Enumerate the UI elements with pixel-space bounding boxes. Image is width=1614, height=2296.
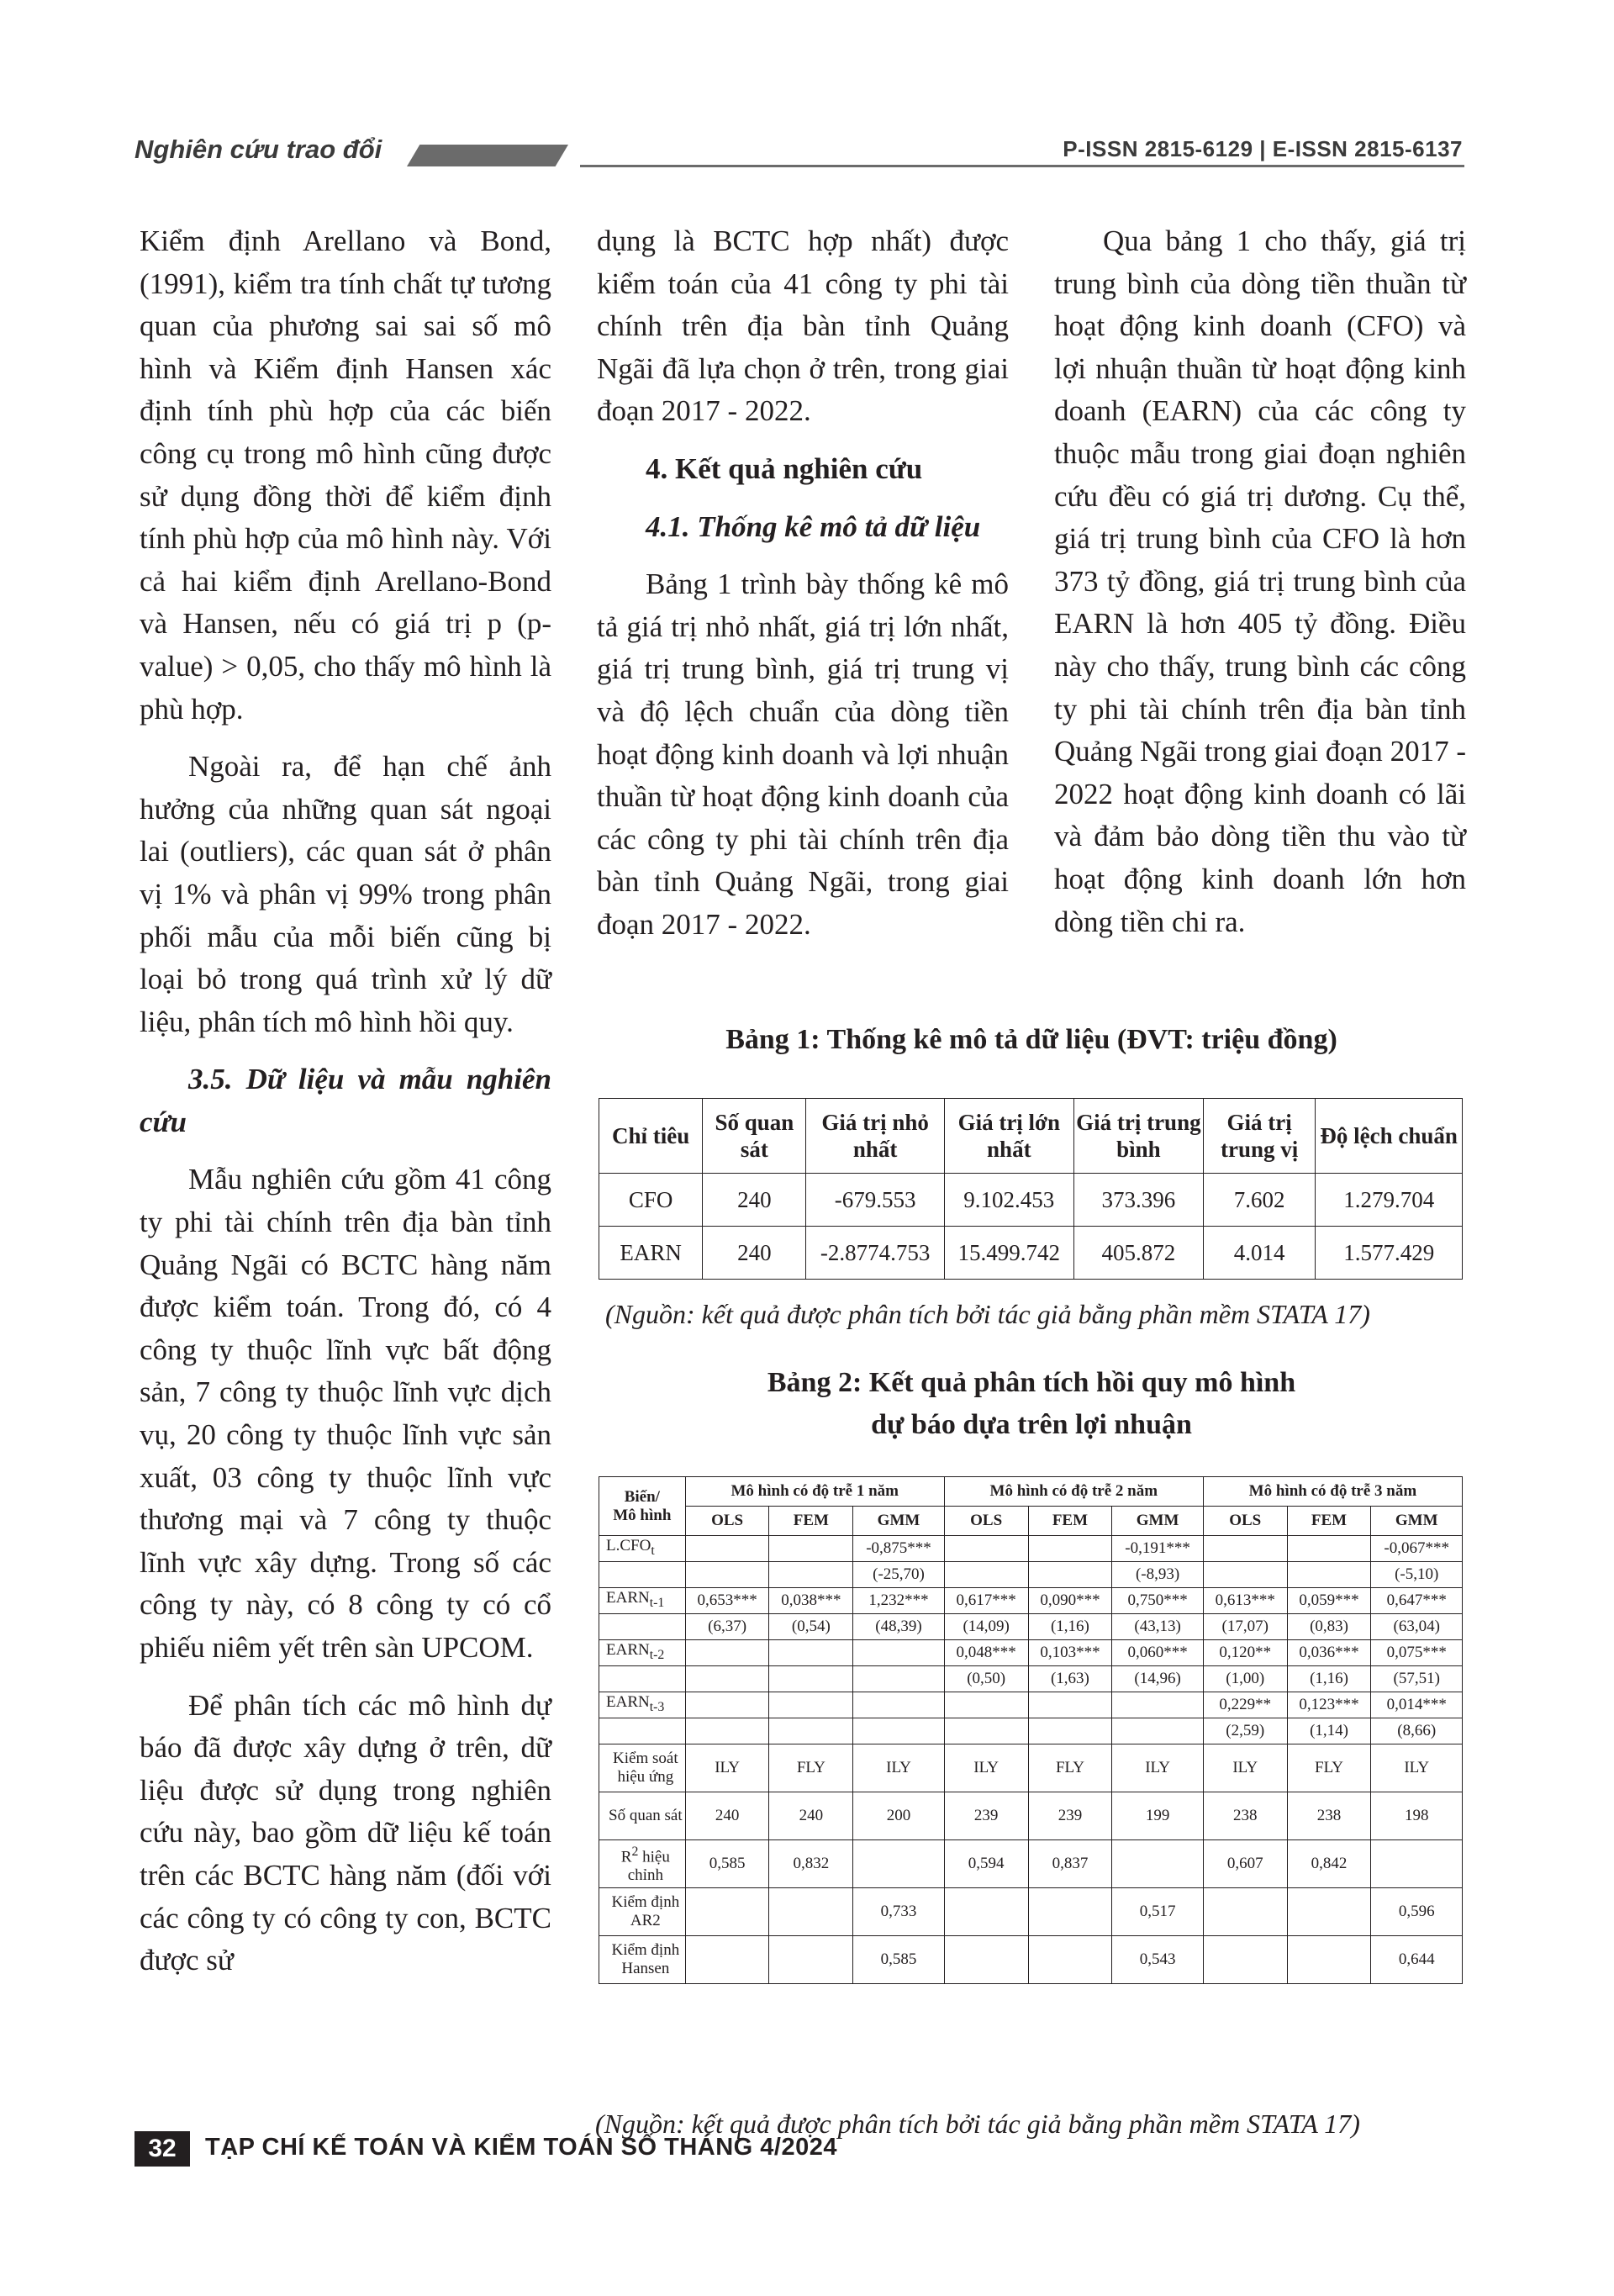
- row-label-text: L.CFO: [606, 1537, 651, 1555]
- table-cell: [685, 1692, 769, 1718]
- paragraph: Để phân tích các mô hình dự báo đã được xây dựng ở trên, dữ liệu được sử dụng trong nghiên cứu này, bao gồm dữ liệu kế toán trên các BCTC hàng năm (đối với các công ty có công ty con, BCTC được sử: [140, 1688, 551, 1977]
- table-cell: (14,09): [944, 1614, 1028, 1640]
- table-cell: 373.396: [1073, 1174, 1203, 1227]
- row-label-text: t-2: [649, 1647, 665, 1662]
- table-cell: 0,842: [1287, 1840, 1371, 1888]
- table-cell: [853, 1692, 945, 1718]
- table-cell: [769, 1888, 853, 1936]
- column-header: Giá trị trung bình: [1073, 1099, 1203, 1174]
- table-cell: 0,103***: [1028, 1640, 1112, 1666]
- table-2-source: (Nguồn: kết quả được phân tích bởi tác giả bằng phần mềm STATA 17): [595, 2109, 1360, 2139]
- table-cell: ILY: [685, 1744, 769, 1792]
- table-cell: (-5,10): [1371, 1562, 1463, 1588]
- table-cell: 4.014: [1203, 1227, 1316, 1280]
- column-subheader: OLS: [685, 1507, 769, 1536]
- table-cell: 240: [685, 1792, 769, 1840]
- table-cell: [769, 1536, 853, 1562]
- table-cell: (57,51): [1371, 1666, 1463, 1692]
- table-cell: [1287, 1536, 1371, 1562]
- table-row: [599, 1174, 1463, 1227]
- page-number: 32: [134, 2131, 190, 2167]
- table-cell: FLY: [769, 1744, 853, 1792]
- column-subheader: FEM: [769, 1507, 853, 1536]
- table-cell: [1287, 1562, 1371, 1588]
- table-cell: (8,66): [1371, 1718, 1463, 1744]
- table-cell: [944, 1888, 1028, 1936]
- table-cell: 0,036***: [1287, 1640, 1371, 1666]
- paragraph: Qua bảng 1 cho thấy, giá trị trung bình của dòng tiền thuần từ hoạt động kinh doanh (CFO) và lợi nhuận thuần từ hoạt động kinh doanh (EARN) của các công ty thuộc mẫu trong giai đoạn nghiên cứu đều có giá trị dương. Cụ thể, giá trị trung bình của CFO là hơn 373 tỷ đồng, giá trị trung bình của EARN là hơn 405 tỷ đồng. Điều này cho thấy, trung bình các công ty phi tài chính trên địa bàn tỉnh Quảng Ngãi trong giai đoạn 2017 - 2022 hoạt động kinh doanh có lãi và đảm bảo dòng tiền thu vào từ hoạt động kinh doanh lớn hơn dòng tiền chi ra.: [1054, 224, 1466, 938]
- table-cell: 240: [703, 1174, 806, 1227]
- row-label-text: Số quan sát: [609, 1807, 683, 1824]
- table-cell: ILY: [853, 1744, 945, 1792]
- table-cell: 0,090***: [1028, 1588, 1112, 1614]
- table-cell: 0,543: [1112, 1936, 1204, 1984]
- table-cell: [769, 1692, 853, 1718]
- table-cell: 0,837: [1028, 1840, 1112, 1888]
- table-cell: [944, 1936, 1028, 1984]
- table-cell: (-25,70): [853, 1562, 945, 1588]
- table-2-title-line: dự báo dựa trên lợi nhuận: [871, 1409, 1192, 1440]
- row-label-text: t: [651, 1543, 655, 1558]
- section-heading: 4. Kết quả nghiên cứu: [646, 451, 923, 485]
- table-cell: [1203, 1936, 1287, 1984]
- table-cell: 0,653***: [685, 1588, 769, 1614]
- table-cell: (6,37): [685, 1614, 769, 1640]
- table-cell: 198: [1371, 1792, 1463, 1840]
- issn-label: P-ISSN 2815-6129 | E-ISSN 2815-6137: [1063, 136, 1463, 161]
- row-label: [599, 1614, 686, 1640]
- table-row: [599, 1562, 1463, 1588]
- table-cell: [1203, 1536, 1287, 1562]
- table-2-title-line: Bảng 2: Kết quả phân tích hồi quy mô hình: [767, 1367, 1296, 1398]
- row-label-text: t-3: [649, 1699, 665, 1714]
- row-label-text: hiệu chỉnh: [627, 1848, 670, 1885]
- table-cell: 0,059***: [1287, 1588, 1371, 1614]
- row-label-text: t-1: [649, 1595, 665, 1610]
- table-cell: 9.102.453: [944, 1174, 1073, 1227]
- table-cell: [1287, 1888, 1371, 1936]
- table-cell: 240: [703, 1227, 806, 1280]
- table-cell: [685, 1536, 769, 1562]
- table-row: [599, 1227, 1463, 1280]
- table-cell: (1,00): [1203, 1666, 1287, 1692]
- table-cell: 0,613***: [1203, 1588, 1287, 1614]
- table-cell: 0,585: [685, 1840, 769, 1888]
- paragraph: Mẫu nghiên cứu gồm 41 công ty phi tài chính trên địa bàn tỉnh Quảng Ngãi có BCTC hàng năm được kiểm toán. Trong đó, có 4 công ty thuộc lĩnh vực bất động sản, 7 công ty thuộc lĩnh vực dịch vụ, 20 công ty thuộc lĩnh vực sản xuất, 03 công ty thuộc lĩnh vực thương mại và 7 công ty thuộc lĩnh vực xây dựng. Trong số các công ty này, có 8 công ty có cổ phiếu niêm yết trên sàn UPCOM.: [140, 1163, 551, 1664]
- column-group-header: Mô hình có độ trễ 1 năm: [685, 1477, 944, 1507]
- table-cell: 15.499.742: [944, 1227, 1073, 1280]
- table-row: [599, 1888, 1463, 1936]
- row-label: [599, 1792, 686, 1840]
- table-row: [599, 1588, 1463, 1614]
- journal-name: TẠP CHÍ KẾ TOÁN VÀ KIỂM TOÁN SỐ THÁNG 4/2024: [205, 2134, 837, 2161]
- row-label: [599, 1588, 686, 1614]
- table-cell: FLY: [1287, 1744, 1371, 1792]
- table-cell: (2,59): [1203, 1718, 1287, 1744]
- table-cell: 0,585: [853, 1936, 945, 1984]
- table-cell: ILY: [1112, 1744, 1204, 1792]
- table-1-title: Bảng 1: Thống kê mô tả dữ liệu (ĐVT: triệu đồng): [725, 1024, 1337, 1055]
- table-cell: 0,594: [944, 1840, 1028, 1888]
- table-subheader-row: [599, 1507, 1463, 1536]
- table-cell: [944, 1536, 1028, 1562]
- table-cell: 0,038***: [769, 1588, 853, 1614]
- table-cell: 1,232***: [853, 1588, 945, 1614]
- row-label: [599, 1888, 686, 1936]
- row-label: [599, 1666, 686, 1692]
- column-subheader: GMM: [1112, 1507, 1204, 1536]
- row-label-text: Kiểm định AR2: [611, 1893, 680, 1929]
- row-label: [599, 1562, 686, 1588]
- row-label: [599, 1840, 686, 1888]
- table-cell: [1028, 1562, 1112, 1588]
- paragraph: Kiểm định Arellano và Bond, (1991), kiểm tra tính chất tự tương quan của phương sai sai số mô hình và Kiểm định Hansen xác định tính phù hợp của các biến công cụ trong mô hình cũng được sử dụng đồng thời để kiểm định tính phù hợp của mô hình này. Với cả hai kiểm định Arellano-Bond và Hansen, nếu có giá trị p (p-value) > 0,05, cho thấy mô hình là phù hợp.: [140, 224, 551, 726]
- table-cell: [1203, 1888, 1287, 1936]
- table-cell: -0,191***: [1112, 1536, 1204, 1562]
- table-cell: [1203, 1562, 1287, 1588]
- column-1: [140, 220, 551, 1982]
- column-subheader: OLS: [944, 1507, 1028, 1536]
- table-cell: [853, 1666, 945, 1692]
- table-cell: [1028, 1936, 1112, 1984]
- table-cell: [769, 1640, 853, 1666]
- table-cell: (43,13): [1112, 1614, 1204, 1640]
- table-cell: [853, 1718, 945, 1744]
- table-cell: 238: [1287, 1792, 1371, 1840]
- row-label: [599, 1718, 686, 1744]
- table-cell: (1,14): [1287, 1718, 1371, 1744]
- table-row: [599, 1840, 1463, 1888]
- table-row: [599, 1536, 1463, 1562]
- table-cell: (0,54): [769, 1614, 853, 1640]
- table-cell: -679.553: [806, 1174, 944, 1227]
- table-header-row: [599, 1477, 1463, 1507]
- table-header-row: [599, 1099, 1463, 1174]
- paragraph: Ngoài ra, để hạn chế ảnh hưởng của những quan sát ngoại lai (outliers), các quan sát ở phân vị 1% và phân vị 99% trong phân phối mẫu của mỗi biến cũng bị loại bỏ trong quá trình xử lý dữ liệu, phân tích mô hình hồi quy.: [140, 750, 551, 1038]
- table-cell: 0,060***: [1112, 1640, 1204, 1666]
- section-heading: 3.5. Dữ liệu và mẫu nghiên cứu: [140, 1063, 551, 1138]
- table-cell: 0,014***: [1371, 1692, 1463, 1718]
- table-cell: [1028, 1888, 1112, 1936]
- row-label-text: R: [620, 1848, 632, 1866]
- header-text: Biến/: [624, 1487, 660, 1506]
- table-cell: [685, 1936, 769, 1984]
- table-cell: -2.8774.753: [806, 1227, 944, 1280]
- row-label-text: EARN: [606, 1641, 650, 1660]
- table-cell: [1371, 1840, 1463, 1888]
- table-cell: 199: [1112, 1792, 1204, 1840]
- table-1-source: (Nguồn: kết quả được phân tích bởi tác giả bằng phần mềm STATA 17): [605, 1299, 1370, 1329]
- header-decoration-bar: [407, 145, 568, 166]
- table-cell: [769, 1666, 853, 1692]
- table-cell: (-8,93): [1112, 1562, 1204, 1588]
- row-label-text: EARN: [606, 1589, 650, 1607]
- table-cell: 0,517: [1112, 1888, 1204, 1936]
- subsection-heading: 4.1. Thống kê mô tả dữ liệu: [646, 509, 981, 543]
- row-label: [599, 1640, 686, 1666]
- table-cell: 0,229**: [1203, 1692, 1287, 1718]
- table-cell: 238: [1203, 1792, 1287, 1840]
- table-cell: (1,16): [1287, 1666, 1371, 1692]
- table-cell: [853, 1840, 945, 1888]
- paragraph: dụng là BCTC hợp nhất) được kiểm toán của 41 công ty phi tài chính trên địa bàn tỉnh Quảng Ngãi đã lựa chọn ở trên, trong giai đoạn 2017 - 2022.: [597, 224, 1009, 428]
- table-cell: [685, 1718, 769, 1744]
- column-subheader: GMM: [853, 1507, 945, 1536]
- table-cell: 239: [1028, 1792, 1112, 1840]
- table-2-title: [597, 1362, 1466, 1446]
- table-cell: 0,048***: [944, 1640, 1028, 1666]
- table-cell: -0,875***: [853, 1536, 945, 1562]
- table-cell: 0,832: [769, 1840, 853, 1888]
- table-cell: [1112, 1718, 1204, 1744]
- table-cell: [1028, 1536, 1112, 1562]
- table-cell: 0,120**: [1203, 1640, 1287, 1666]
- table-cell: [853, 1640, 945, 1666]
- table-cell: [1028, 1718, 1112, 1744]
- row-label-text: EARN: [606, 1693, 650, 1712]
- table-cell: [1112, 1840, 1204, 1888]
- column-3: [1054, 220, 1466, 943]
- table-cell: [944, 1692, 1028, 1718]
- row-label-text: Kiểm định Hansen: [611, 1941, 680, 1977]
- table-2: [599, 1476, 1463, 1984]
- table-cell: [1028, 1692, 1112, 1718]
- table-cell: 0,750***: [1112, 1588, 1204, 1614]
- column-header: [599, 1477, 686, 1536]
- table-row: [599, 1792, 1463, 1840]
- table-cell: -0,067***: [1371, 1536, 1463, 1562]
- column-header: Giá trị trung vị: [1203, 1099, 1316, 1174]
- table-cell: [944, 1562, 1028, 1588]
- table-cell: (0,83): [1287, 1614, 1371, 1640]
- table-cell: (0,50): [944, 1666, 1028, 1692]
- column-subheader: FEM: [1287, 1507, 1371, 1536]
- table-cell: ILY: [1203, 1744, 1287, 1792]
- column-group-header: Mô hình có độ trễ 3 năm: [1203, 1477, 1462, 1507]
- table-cell: 200: [853, 1792, 945, 1840]
- header-rule: [580, 165, 1464, 167]
- table-cell: 0,123***: [1287, 1692, 1371, 1718]
- table-cell: 1.279.704: [1316, 1174, 1463, 1227]
- table-row: [599, 1718, 1463, 1744]
- table-cell: [944, 1718, 1028, 1744]
- table-1: [599, 1098, 1463, 1280]
- table-cell: 0,596: [1371, 1888, 1463, 1936]
- column-header: Số quan sát: [703, 1099, 806, 1174]
- table-cell: ILY: [944, 1744, 1028, 1792]
- table-cell: 7.602: [1203, 1174, 1316, 1227]
- table-cell: (48,39): [853, 1614, 945, 1640]
- table-cell: 0,607: [1203, 1840, 1287, 1888]
- column-header: Giá trị nhỏ nhất: [806, 1099, 944, 1174]
- table-cell: 0,647***: [1371, 1588, 1463, 1614]
- table-cell: CFO: [599, 1174, 703, 1227]
- table-cell: (14,96): [1112, 1666, 1204, 1692]
- table-cell: (63,04): [1371, 1614, 1463, 1640]
- table-cell: FLY: [1028, 1744, 1112, 1792]
- table-row: [599, 1692, 1463, 1718]
- table-cell: [685, 1888, 769, 1936]
- column-subheader: FEM: [1028, 1507, 1112, 1536]
- table-cell: 0,617***: [944, 1588, 1028, 1614]
- table-row: [599, 1666, 1463, 1692]
- column-header: Độ lệch chuẩn: [1316, 1099, 1463, 1174]
- column-header: Giá trị lớn nhất: [944, 1099, 1073, 1174]
- column-subheader: OLS: [1203, 1507, 1287, 1536]
- table-cell: (1,16): [1028, 1614, 1112, 1640]
- table-row: [599, 1936, 1463, 1984]
- table-cell: ILY: [1371, 1744, 1463, 1792]
- table-cell: (1,63): [1028, 1666, 1112, 1692]
- row-label-text: 2: [631, 1844, 639, 1859]
- table-cell: 0,644: [1371, 1936, 1463, 1984]
- header-text: Mô hình: [613, 1506, 672, 1524]
- row-label: [599, 1744, 686, 1792]
- table-cell: EARN: [599, 1227, 703, 1280]
- table-cell: 240: [769, 1792, 853, 1840]
- table-cell: 239: [944, 1792, 1028, 1840]
- row-label: [599, 1692, 686, 1718]
- table-cell: [685, 1562, 769, 1588]
- table-cell: 0,075***: [1371, 1640, 1463, 1666]
- column-2: [597, 220, 1009, 947]
- column-group-header: Mô hình có độ trễ 2 năm: [944, 1477, 1203, 1507]
- section-title: Nghiên cứu trao đổi: [134, 135, 382, 164]
- row-label-text: Kiểm soát hiệu ứng: [613, 1750, 678, 1786]
- table-row: [599, 1614, 1463, 1640]
- row-label: [599, 1536, 686, 1562]
- table-cell: [685, 1666, 769, 1692]
- table-row: [599, 1640, 1463, 1666]
- column-header: Chỉ tiêu: [599, 1099, 703, 1174]
- paragraph: Bảng 1 trình bày thống kê mô tả giá trị nhỏ nhất, giá trị lớn nhất, giá trị trung bình, giá trị trung vị và độ lệch chuẩn của dòng tiền hoạt động kinh doanh và lợi nhuận thuần từ hoạt động kinh doanh của các công ty phi tài chính trên địa bàn tỉnh Quảng Ngãi, trong giai đoạn 2017 - 2022.: [597, 567, 1009, 941]
- table-cell: 405.872: [1073, 1227, 1203, 1280]
- column-subheader: GMM: [1371, 1507, 1463, 1536]
- table-cell: [1112, 1692, 1204, 1718]
- table-cell: (17,07): [1203, 1614, 1287, 1640]
- table-row: [599, 1744, 1463, 1792]
- table-cell: [769, 1718, 853, 1744]
- table-cell: 0,733: [853, 1888, 945, 1936]
- table-cell: [685, 1640, 769, 1666]
- table-cell: 1.577.429: [1316, 1227, 1463, 1280]
- row-label: [599, 1936, 686, 1984]
- table-cell: [769, 1936, 853, 1984]
- table-cell: [769, 1562, 853, 1588]
- table-cell: [1287, 1936, 1371, 1984]
